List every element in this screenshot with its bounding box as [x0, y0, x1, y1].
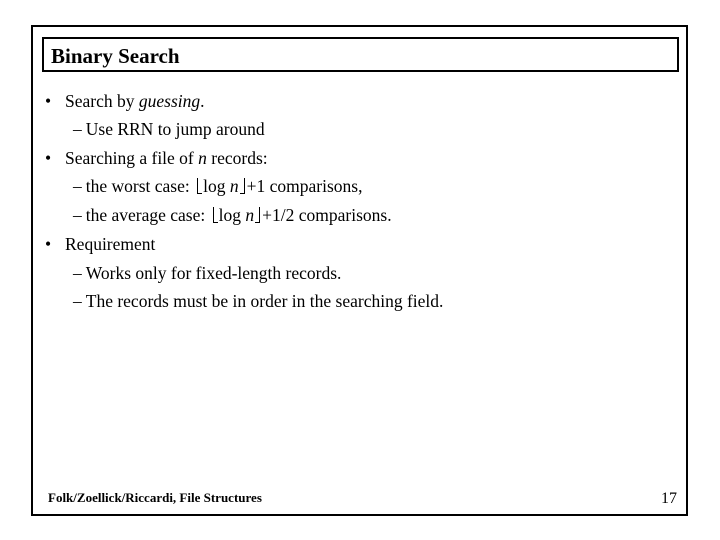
bullet-text: Searching a file of [65, 148, 199, 168]
subitem-text: Use RRN to jump around [85, 119, 265, 139]
bullet-requirement [45, 233, 155, 255]
dash-marker: – [73, 291, 82, 311]
page-number: 17 [661, 490, 677, 507]
bullet-marker: • [45, 234, 52, 254]
bullet-text: Search by [65, 91, 139, 111]
subitem-text-end: +1/2 comparisons. [262, 205, 392, 225]
bullet-text-end: . [200, 91, 205, 111]
bullet-emphasis: n [198, 148, 207, 168]
floor-right-bracket [255, 207, 260, 223]
title-box [42, 37, 679, 72]
subitem-text-end: +1 comparisons, [246, 176, 363, 196]
dash-marker: – [73, 176, 82, 196]
footer-credit: Folk/Zoellick/Riccardi, File Structures [48, 490, 262, 505]
subitem-text: the average case: [85, 205, 210, 225]
subitem-text: the worst case: [85, 176, 195, 196]
subitem-use-rrn [73, 118, 265, 140]
subitem-records-in-order [73, 290, 443, 312]
bullet-searching-file [45, 147, 268, 169]
subitem-var-n: n [229, 176, 239, 196]
subitem-average-case [73, 204, 392, 226]
bullet-text-end: records: [206, 148, 268, 168]
subitem-log: log [218, 205, 246, 225]
floor-right-bracket [240, 178, 245, 194]
subitem-text: Works only for fixed-length records. [85, 263, 342, 283]
floor-left-bracket [197, 178, 202, 194]
floor-left-bracket [213, 207, 218, 223]
bullet-search-by-guessing [45, 90, 205, 112]
subitem-worst-case [73, 175, 362, 197]
dash-marker: – [73, 119, 82, 139]
dash-marker: – [73, 205, 82, 225]
subitem-var-n: n [245, 205, 255, 225]
subitem-log: log [203, 176, 230, 196]
bullet-emphasis: guessing [138, 91, 201, 111]
bullet-marker: • [45, 91, 52, 111]
subitem-fixed-length [73, 262, 341, 284]
bullet-marker: • [45, 148, 52, 168]
dash-marker: – [73, 263, 82, 283]
slide-title: Binary Search [51, 44, 180, 68]
bullet-text: Requirement [65, 234, 156, 254]
subitem-text: The records must be in order in the searching field. [85, 291, 444, 311]
